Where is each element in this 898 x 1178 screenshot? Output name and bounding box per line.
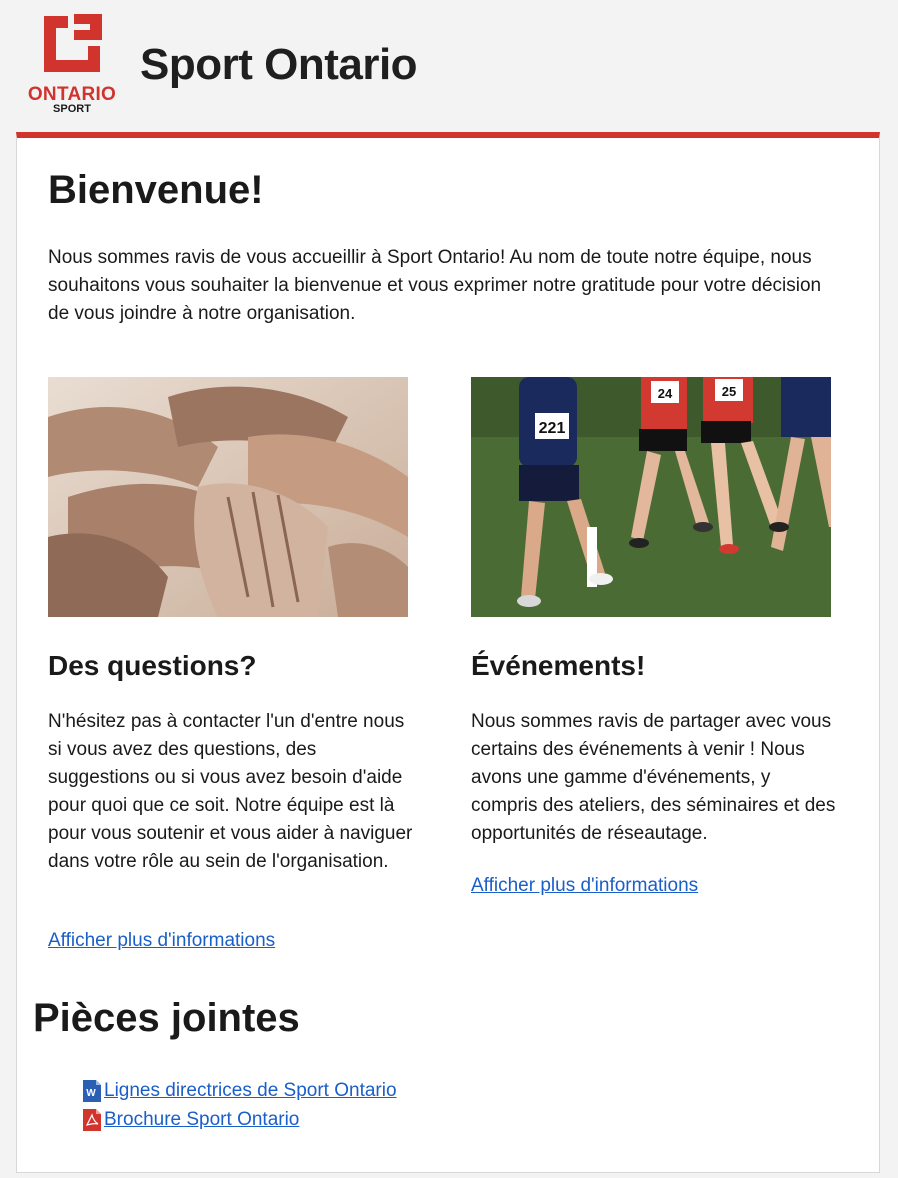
- welcome-title: Bienvenue!: [48, 168, 264, 212]
- questions-more-link[interactable]: Afficher plus d'informations: [48, 930, 276, 951]
- svg-text:W: W: [86, 1087, 96, 1099]
- word-doc-icon: [83, 1080, 101, 1102]
- attachments-title: Pièces jointes: [33, 996, 300, 1040]
- welcome-intro: Nous sommes ravis de vous accueillir à Sport Ontario! Au nom de toute notre équipe, nous souhaitons vous souhaiter la bienvenue et vous exprimer notre gratitude pour votre décision de vous joindre à notre organisation.: [48, 247, 822, 324]
- ontario-sport-logo[interactable]: [26, 10, 118, 118]
- pdf-icon: [83, 1109, 101, 1131]
- questions-title: Des questions?: [48, 650, 257, 681]
- questions-text: N'hésitez pas à contacter l'un d'entre nous si vous avez des questions, des suggestions ou si vous avez besoin d'aide pour quoi que ce soit. Notre équipe est là pour vous soutenir et vous aider à naviguer dans votre rôle au sein de l'organisation.: [48, 711, 413, 872]
- site-header: [0, 0, 898, 132]
- cross-country-runners-photo: [471, 377, 831, 617]
- svg-text:25: 25: [721, 384, 737, 399]
- logo-text: ONTARIO: [27, 84, 117, 105]
- events-title: Événements!: [471, 650, 646, 681]
- attachments-list: [83, 1076, 397, 1134]
- attachment-link-brochure[interactable]: Brochure Sport Ontario: [104, 1108, 300, 1130]
- logo-subtext: SPORT: [53, 103, 91, 115]
- svg-text:221: 221: [538, 420, 566, 437]
- svg-text:24: 24: [657, 386, 673, 401]
- events-more-link[interactable]: Afficher plus d'informations: [471, 875, 699, 896]
- attachment-link-guidelines[interactable]: Lignes directrices de Sport Ontario: [104, 1079, 397, 1101]
- attachment-item[interactable]: [83, 1076, 397, 1105]
- attachment-item[interactable]: [83, 1105, 397, 1134]
- events-text: Nous sommes ravis de partager avec vous certains des événements à venir ! Nous avons une gamme d'événements, y compris des ateliers, des séminaires et des opportunités de réseautage.: [471, 711, 836, 844]
- site-title: Sport Ontario: [140, 40, 418, 89]
- welcome-card: [16, 132, 880, 1173]
- hands-stacked-photo: [48, 377, 408, 617]
- logo-mark-icon: [38, 10, 106, 78]
